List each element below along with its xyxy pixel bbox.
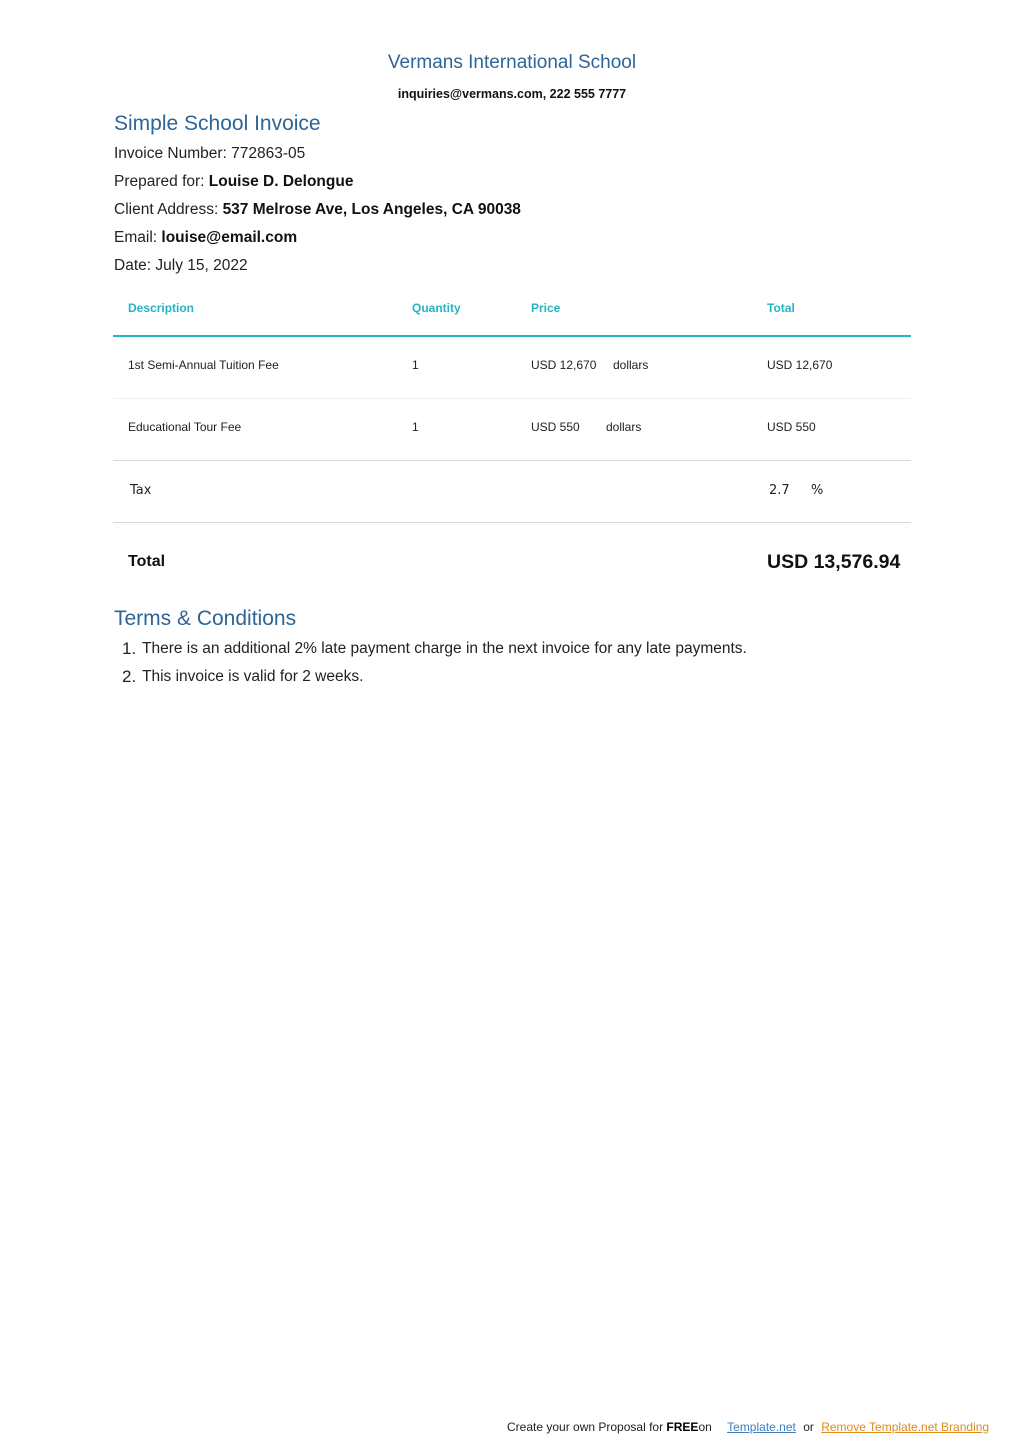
terms-list <box>114 640 747 696</box>
row-price-unit: dollars <box>613 358 649 372</box>
template-net-link[interactable]: Template.net <box>727 1420 796 1434</box>
row-price: USD 550 <box>531 420 580 434</box>
row-total: USD 12,670 <box>767 358 833 372</box>
grand-total-value: USD 13,576.94 <box>767 551 901 573</box>
row-total: USD 550 <box>767 420 816 434</box>
header-price: Price <box>531 301 561 315</box>
prepared-for-value: Louise D. Delongue <box>208 173 354 190</box>
tax-value: 2.7 <box>769 483 790 498</box>
remove-branding-link[interactable]: Remove Template.net Branding <box>821 1420 990 1434</box>
tax-label: Tax <box>130 483 152 498</box>
client-address-value: 537 Melrose Ave, Los Angeles, CA 90038 <box>222 201 521 218</box>
date-label: Date: <box>114 257 152 274</box>
client-address-label: Client Address: <box>114 201 219 218</box>
footer-branding <box>507 1420 989 1434</box>
email-label: Email: <box>114 229 158 246</box>
school-name: Vermans International School <box>387 52 637 73</box>
table-row <box>113 337 911 399</box>
email-line <box>114 229 297 247</box>
table-header-row <box>113 282 911 337</box>
grand-total-label: Total <box>128 553 166 570</box>
tax-row <box>113 461 911 523</box>
date-line <box>114 257 248 275</box>
footer-on: on <box>698 1420 712 1434</box>
table-row <box>113 399 911 461</box>
tax-unit: % <box>811 483 824 498</box>
footer-free: FREE <box>666 1420 699 1434</box>
invoice-title: Simple School Invoice <box>114 112 321 135</box>
school-contact: inquiries@vermans.com, 222 555 7777 <box>397 87 627 101</box>
list-item <box>114 668 747 696</box>
list-item-text: This invoice is valid for 2 weeks. <box>142 668 364 685</box>
row-description: 1st Semi-Annual Tuition Fee <box>128 358 279 372</box>
invoice-number-value: 772863-05 <box>231 145 306 162</box>
row-description: Educational Tour Fee <box>128 420 242 434</box>
email-value: louise@email.com <box>161 229 298 246</box>
row-price-unit: dollars <box>606 420 642 434</box>
client-address-line <box>114 201 521 219</box>
footer-or: or <box>803 1420 814 1434</box>
invoice-number-label: Invoice Number: <box>114 145 227 162</box>
terms-title: Terms & Conditions <box>114 607 297 630</box>
list-item <box>114 640 747 668</box>
footer-prefix: Create your own Proposal for <box>507 1420 664 1434</box>
header-description: Description <box>128 301 195 315</box>
list-item-text: There is an additional 2% late payment charge in the next invoice for any late payments. <box>142 640 747 657</box>
prepared-for-label: Prepared for: <box>114 173 205 190</box>
header-quantity: Quantity <box>412 301 461 315</box>
header-total: Total <box>767 301 795 315</box>
date-value: July 15, 2022 <box>155 257 248 274</box>
prepared-for-line <box>114 173 353 191</box>
invoice-number-line <box>114 145 305 163</box>
row-quantity: 1 <box>412 358 419 372</box>
invoice-table <box>113 282 911 601</box>
grand-total-row <box>113 523 911 601</box>
list-item-number: 1. <box>122 639 137 658</box>
list-item-number: 2. <box>122 667 137 686</box>
row-price: USD 12,670 <box>531 358 597 372</box>
row-quantity: 1 <box>412 420 419 434</box>
